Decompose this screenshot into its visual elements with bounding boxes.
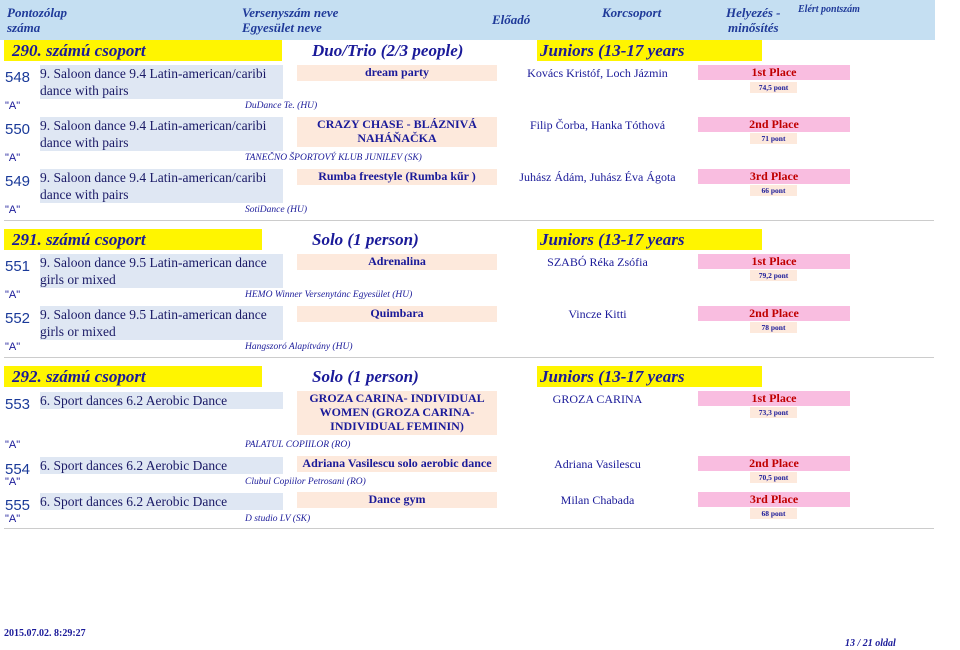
entry-class: "A": [5, 439, 21, 451]
divider: [4, 528, 934, 529]
entry-number: 549: [5, 173, 31, 190]
group-age: Juniors (13-17 years: [540, 41, 685, 60]
entry-performer: Adriana Vasilescu: [554, 457, 641, 471]
entry-title: Dance gym: [297, 492, 497, 508]
entry-category: 9. Saloon dance 9.5 Latin-american dance girls or mixed: [40, 254, 283, 288]
entry-place: 1st Place: [698, 65, 850, 80]
entry-category: 9. Saloon dance 9.4 Latin-american/caribi dance with pairs: [40, 117, 283, 151]
entry-class: "A": [5, 152, 21, 164]
entry-number: 550: [5, 121, 31, 138]
entry-title: dream party: [297, 65, 497, 81]
entry-title: GROZA CARINA- INDIVIDUAL WOMEN (GROZA CARINA-INDIVIDUAL FEMININ): [297, 391, 497, 435]
entry-class: "A": [5, 289, 21, 301]
entry-class: "A": [5, 100, 21, 112]
entry-points: 68 pont: [750, 508, 797, 519]
group-type: Solo (1 person): [312, 367, 419, 386]
print-timestamp: 2015.07.02. 8:29:27: [4, 628, 86, 639]
entry-place: 2nd Place: [698, 117, 850, 132]
divider: [4, 357, 934, 358]
entry-number: 554: [5, 461, 31, 478]
entry-number: 552: [5, 310, 31, 327]
entry-place: 1st Place: [698, 254, 850, 269]
entry-category: 9. Saloon dance 9.5 Latin-american dance girls or mixed: [40, 306, 283, 340]
group-type: Solo (1 person): [312, 230, 419, 249]
group-type: Duo/Trio (2/3 people): [312, 41, 464, 60]
entry-club: D studio LV (SK): [245, 514, 311, 524]
entry-title: Adrenalina: [297, 254, 497, 270]
entry-points: 71 pont: [750, 133, 797, 144]
group-age: Juniors (13-17 years: [540, 367, 685, 386]
entry-number: 548: [5, 69, 31, 86]
entry-category: 9. Saloon dance 9.4 Latin-american/caribi dance with pairs: [40, 169, 283, 203]
entry-title: Rumba freestyle (Rumba kűr ): [297, 169, 497, 185]
entry-class: "A": [5, 341, 21, 353]
entry-club: SotiDance (HU): [245, 205, 307, 215]
entry-category: 9. Saloon dance 9.4 Latin-american/caribi dance with pairs: [40, 65, 283, 99]
entry-club: DuDance Te. (HU): [245, 101, 318, 111]
page-number: 13 / 21 oldal: [845, 638, 896, 649]
entry-class: "A": [5, 204, 21, 216]
header-col-performer: Előadó: [492, 12, 531, 27]
entry-number: 553: [5, 396, 31, 413]
entry-place: 3rd Place: [698, 169, 850, 184]
entry-number: 555: [5, 497, 31, 514]
header-col-age-group: Korcsoport: [602, 5, 662, 20]
entry-class: "A": [5, 476, 21, 488]
entry-category: 6. Sport dances 6.2 Aerobic Dance: [40, 493, 283, 510]
entry-place: 2nd Place: [698, 456, 850, 471]
entry-place: 3rd Place: [698, 492, 850, 507]
entry-category: 6. Sport dances 6.2 Aerobic Dance: [40, 392, 283, 409]
group-number: 291. számú csoport: [12, 230, 146, 249]
group-number: 292. számú csoport: [12, 367, 146, 386]
header-col-number: Pontozólap száma: [7, 5, 67, 35]
entry-performer: GROZA CARINA: [552, 392, 643, 406]
entry-title: CRAZY CHASE - BLÁZNIVÁ NAHÁŇAČKA: [297, 117, 497, 147]
entry-title: Adriana Vasilescu solo aerobic dance: [297, 456, 497, 472]
entry-club: Clubul Copiilor Petrosani (RO): [245, 477, 366, 487]
entry-performer: Milan Chabada: [560, 493, 635, 507]
entry-place: 1st Place: [698, 391, 850, 406]
entry-class: "A": [5, 513, 21, 525]
entry-category: 6. Sport dances 6.2 Aerobic Dance: [40, 457, 283, 474]
entry-performer: Kovács Kristóf, Loch Jázmin: [527, 66, 668, 80]
entry-title: Quimbara: [297, 306, 497, 322]
divider: [4, 220, 934, 221]
entry-performer: Vincze Kitti: [568, 307, 627, 321]
entry-club: TANEČNO ŠPORTOVÝ KLUB JUNILEV (SK): [245, 153, 422, 163]
table-header: [0, 0, 935, 40]
entry-performer: SZABÓ Réka Zsófia: [547, 255, 648, 269]
entry-place: 2nd Place: [698, 306, 850, 321]
entry-club: Hangszoró Alapítvány (HU): [245, 342, 353, 352]
entry-points: 73,3 pont: [750, 407, 797, 418]
entry-club: HEMO Winner Versenytánc Egyesület (HU): [245, 290, 413, 300]
entry-club: PALATUL COPIILOR (RO): [245, 440, 351, 450]
header-col-title: Versenyszám neve Egyesület neve: [242, 5, 339, 35]
group-number: 290. számú csoport: [12, 41, 146, 60]
header-col-place: Helyezés - minősítés: [726, 5, 781, 35]
entry-performer: Filip Čorba, Hanka Tóthová: [529, 118, 666, 132]
entry-points: 70,5 pont: [750, 472, 797, 483]
header-col-points: Elért pontszám: [798, 4, 860, 15]
entry-points: 78 pont: [750, 322, 797, 333]
group-age: Juniors (13-17 years: [540, 230, 685, 249]
entry-points: 79,2 pont: [750, 270, 797, 281]
entry-performer: Juhász Ádám, Juhász Éva Ágota: [519, 170, 676, 184]
entry-number: 551: [5, 258, 31, 275]
entry-points: 66 pont: [750, 185, 797, 196]
entry-points: 74,5 pont: [750, 82, 797, 93]
